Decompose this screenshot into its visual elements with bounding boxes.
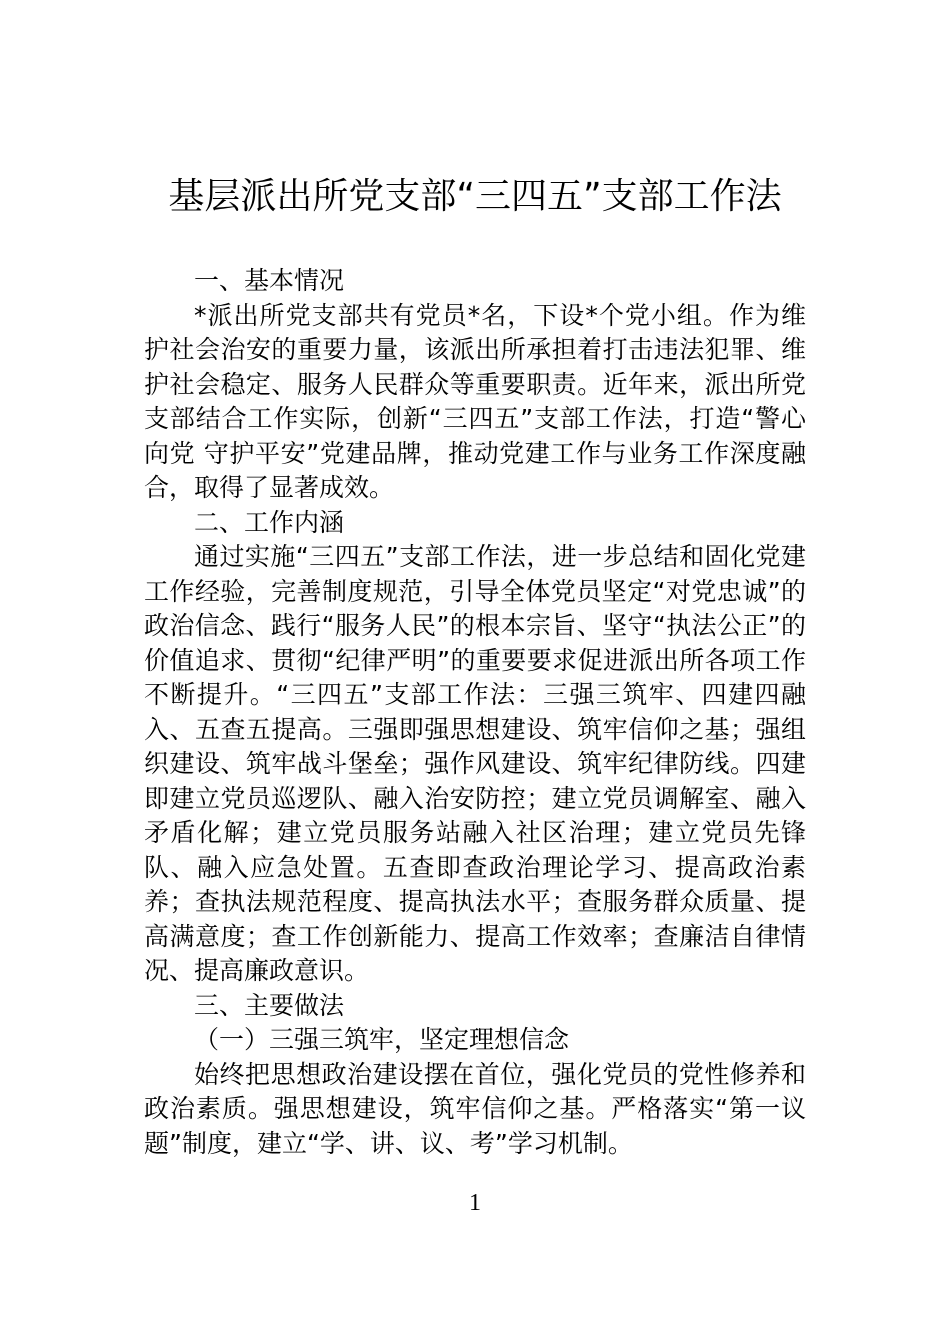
- paragraph-work-connotation: 通过实施“三四五”支部工作法，进一步总结和固化党建工作经验，完善制度规范，引导全体党员坚定“对党忠诚”的政治信念、践行“服务人民”的根本宗旨、坚守“执法公正”的价值追求、贯彻“纪律严明”的重要要求促进派出所各项工作不断提升。“三四五”支部工作法：三强三筑牢、四建四融入、五查五提高。三强即强思想建设、筑牢信仰之基；强组织建设、筑牢战斗堡垒；强作风建设、筑牢纪律防线。四建即建立党员巡逻队、融入治安防控；建立党员调解室、融入矛盾化解；建立党员服务站融入社区治理；建立党员先锋队、融入应急处置。五查即查政治理论学习、提高政治素养；查执法规范程度、提高执法水平；查服务群众质量、提高满意度；查工作创新能力、提高工作效率；查廉洁自律情况、提高廉政意识。: [144, 542, 806, 985]
- document-body: [144, 264, 806, 1161]
- paragraph-basic-situation: *派出所党支部共有党员*名，下设*个党小组。作为维护社会治安的重要力量，该派出所承担着打击违法犯罪、维护社会稳定、服务人民群众等重要职责。近年来，派出所党支部结合工作实际，创新“三四五”支部工作法，打造“警心向党 守护平安”党建品牌，推动党建工作与业务工作深度融合，取得了显著成效。: [144, 300, 806, 502]
- section-heading-basic-situation: 一、基本情况: [194, 266, 345, 295]
- page-number: 1: [469, 1190, 481, 1216]
- subsection-heading-three-strengthen: （一）三强三筑牢，坚定理想信念: [194, 1025, 570, 1054]
- section-heading-work-connotation: 二、工作内涵: [194, 507, 345, 537]
- section-heading-main-practices: 三、主要做法: [194, 990, 345, 1020]
- document-title: 基层派出所党支部“三四五”支部工作法: [168, 176, 782, 217]
- paragraph-three-strengthen: 始终把思想政治建设摆在首位，强化党员的党性修养和政治素质。强思想建设，筑牢信仰之基。严格落实“第一议题”制度，建立“学、讲、议、考”学习机制。: [144, 1059, 806, 1158]
